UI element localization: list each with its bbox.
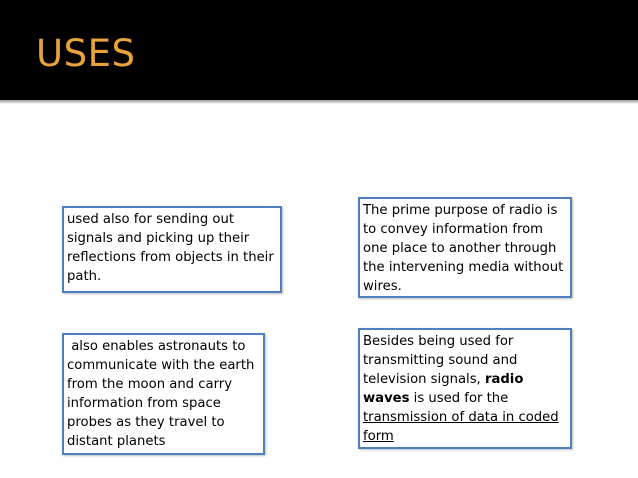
signals-text: used also for sending out signals and picking up their reflections from objects in their path. [67,212,274,284]
title-bar-shadow [0,100,638,104]
text-box-data-transmission [358,328,572,449]
title-bar [0,0,638,100]
text-box-purpose [358,197,572,298]
text-box-signals [62,206,282,293]
text-box-astronauts [62,333,265,455]
purpose-text: The prime purpose of radio is to convey information from one place to another through the intervening media without wires. [363,203,564,294]
coded-data-underlined: transmission of data in coded form [363,410,559,444]
radio-waves-bold: radio waves [363,372,524,406]
slide-title: USES [36,32,136,75]
astronauts-text: also enables astronauts to communicate with the earth from the moon and carry information from space probes as they travel to distant planets [67,339,259,449]
data-text-part1: Besides being used for transmitting sound and television signals, [363,334,518,387]
data-text-part2: is used for the [409,391,509,406]
